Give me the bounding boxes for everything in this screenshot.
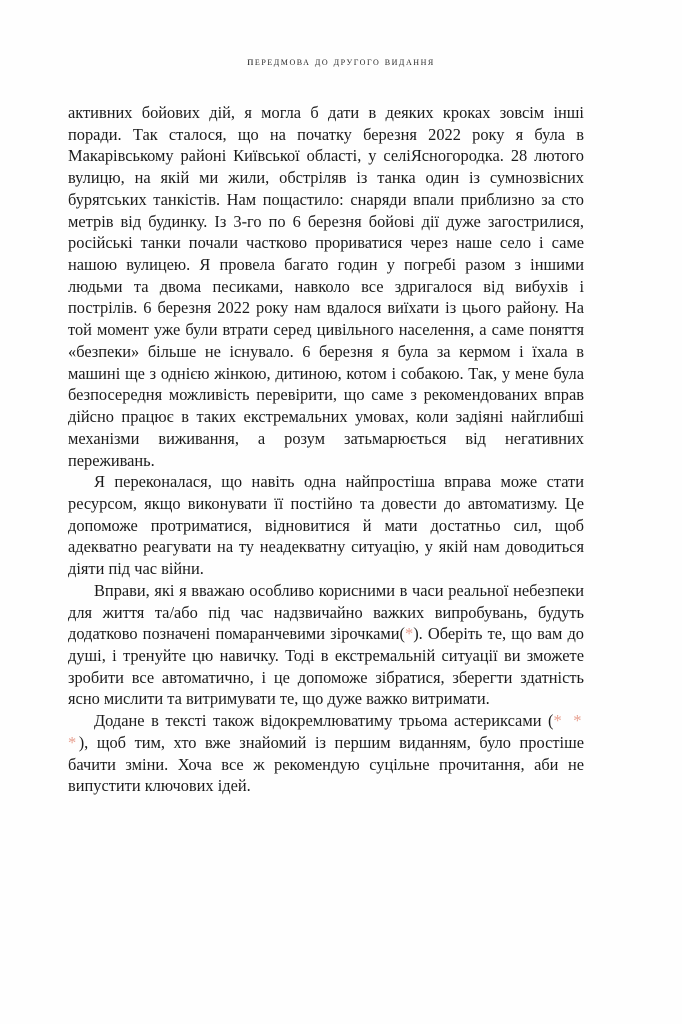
orange-asterisk-marker: * — [405, 624, 414, 644]
body-textblock — [68, 102, 584, 797]
triple-asterisk-marker: * * * — [68, 711, 584, 752]
running-head: передмова до другого видання — [247, 56, 435, 68]
paragraph-p2: Я переконалася, що навіть одна найпростіша вправа може стати ресурсом, якщо виконувати її постійно та довести до автоматизму. Це допоможе протриматися, відновитися й мати достатньо сил, щоб адекватно реагувати на ту неадекватну ситуацію, у якій нам доводиться діяти під час війни. — [68, 472, 584, 579]
paragraph-p4: Додане в тексті також відокремлюватиму трьома астериксами (* * *), щоб тим, хто вже знайомий із першим виданням, було простіше бачити зміни. Хоча все ж рекомендую суцільне прочитання, аби не випустити ключових ідей. — [68, 711, 584, 796]
paragraph-p3: Вправи, які я вважаю особливо корисними в часи реальної небезпеки для життя та/або під час надзвичайно важких випробувань, будуть додатково позначені помаранчевими зірочками(*). Оберіть те, що вам до душі, і тренуйте цю навичку. Тоді в екстремальній ситуації ви зможете зробити все автоматично, і це допоможе зібратися, зберегти здатність ясно мислити та витримувати те, що дуже важко витримати. — [68, 580, 585, 709]
paragraph-p1: активних бойових дій, я могла б дати в деяких кроках зовсім інші поради. Так сталося, що на початку березня 2022 року я була в Макарівському районі Київської області, у селіЯсногородка. 28 лютого вулицю, на якій ми жили, обстріляв із танка один із сумнозвісних бурятських танкістів. Нам пощастило: снаряди впали приблизно за сто метрів від будинку. Із 3-го по 6 березня бойові дії дуже загострилися, російські танки почали частково прориватися через наше село і саме нашою вулицею. Я провела багато годин у погребі разом з іншими людьми та двома песиками, навколо все здригалося від вибухів і пострілів. 6 березня 2022 року нам вдалося виїхати із цього району. На той момент уже були втрати серед цивільного населення, а саме поняття «безпеки» більше не існувало. 6 березня я була за кермом і їхала в машині ще з однією жінкою, дитиною, котом і собакою. Так, у мене була безпосередня можливість перевірити, що саме з рекомендованих вправ дійсно працює в таких екстремальних умовах, коли задіяні найглибші механізми виживання, а розум затьмарюється від негативних переживань. — [68, 103, 584, 470]
